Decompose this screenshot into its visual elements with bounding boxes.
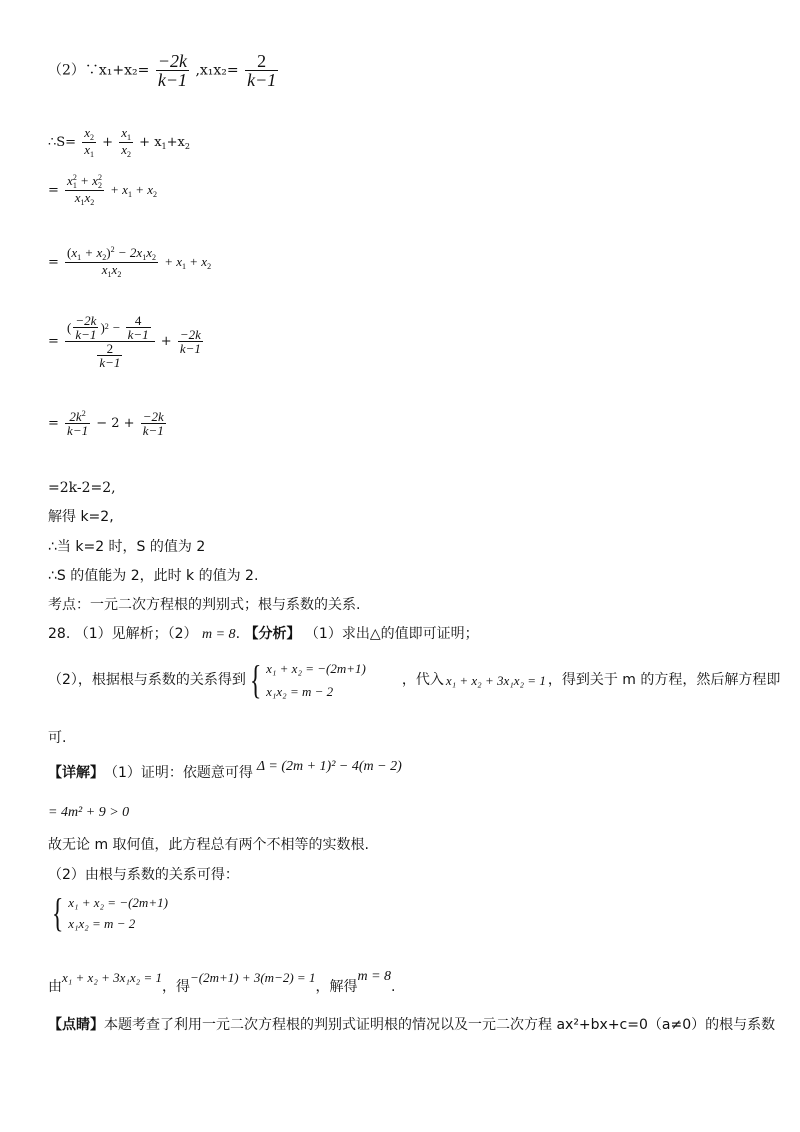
fraction-product — [245, 52, 278, 89]
step-1-eq: = — [48, 182, 59, 198]
step-3-frac-right: $\frac{-2k}{k-1}$ — [179, 327, 201, 356]
dianjing-tag: 【点睛】 — [48, 1017, 104, 1033]
final-jiede: ，解得 — [315, 979, 358, 995]
dianjing-line — [48, 1018, 775, 1032]
step-2-frac: $\frac{(x_1 + x_2)^2 - 2x_1x_2}{x_1x_2}$ — [67, 245, 157, 279]
q28-header: 28. （1）见解析；（2） m = 8. 【分析】 （1）求出△的值即可证明； — [48, 626, 479, 642]
conclusion-1: 故无论 m 取何值，此方程总有两个不相等的实数根. — [48, 837, 369, 853]
part2-header — [48, 52, 280, 89]
step-4: = $\frac{2k^2}{k-1}$ − 2 + $\frac{-2k}{k-1}$ — [48, 409, 164, 438]
q28-system-eq2: x₁x₂ = m − 2 — [266, 684, 334, 699]
final-period: . — [391, 979, 396, 995]
fraction-product-numerator: 2 — [257, 51, 267, 71]
final-eq: −(2m+1) + 3(m−2) = 1 — [189, 970, 316, 985]
q28-p2-end: 可. — [48, 730, 67, 746]
delta-expr: Δ = (2m + 1)² − 4(m − 2) — [256, 759, 402, 774]
fraction-sum — [156, 52, 189, 89]
fraction-product-denominator: k−1 — [247, 70, 277, 90]
q28-fenxi-tag: 【分析】 — [244, 626, 301, 642]
q28-system-eq1: x₁ + x₂ = −(2m+1) — [266, 661, 366, 676]
q28-condition: x₁ + x₂ + 3x₁x₂ = 1 — [445, 672, 546, 688]
line-when: ∴当 k=2 时，S 的值为 2 — [48, 539, 206, 555]
xiangjie-text: （1）证明：依题意可得 — [104, 765, 253, 781]
fraction-sum-numerator: −2k — [157, 51, 187, 71]
step-2: = $\frac{(x_1 + x_2)^2 - 2x_1x_2}{x_1x_2}$ + $x_1 + x_2$ — [48, 245, 212, 279]
delta-result: = 4m² + 9 > 0 — [48, 805, 130, 820]
final-line — [48, 970, 395, 994]
s-label: ∴S= — [48, 134, 77, 150]
step-1-frac: $\frac{x_1^2 + x_2^2}{x_1x_2}$ — [67, 173, 102, 207]
frac-x2-over-x1: $\frac{x_2}{x_1}$ — [84, 125, 95, 159]
step-3-eq: = — [48, 334, 59, 349]
frac-x1-over-x2: $\frac{x_1}{x_2}$ — [121, 125, 132, 159]
q28-p2-c: ，得到关于 m 的方程，然后解方程即 — [547, 672, 781, 688]
vieta-eq1: x₁ + x₂ = −(2m+1) — [68, 895, 168, 910]
final-cond: x₁ + x₂ + 3x₁x₂ = 1 — [62, 970, 162, 985]
line-conclusion: ∴S 的值能为 2，此时 k 的值为 2. — [48, 568, 259, 584]
xiangjie-line — [48, 760, 402, 780]
part2-vieta: （2）由根与系数的关系可得： — [48, 867, 239, 883]
fraction-sum-denominator: k−1 — [157, 70, 187, 90]
final-de: ，得 — [161, 979, 190, 995]
q28-system: { x₁ + x₂ = −(2m+1) x₁x₂ = m − 2 — [249, 657, 366, 702]
dianjing-text: 本题考查了利用一元二次方程根的判别式证明根的情况以及一元二次方程 ax²+bx+c=0（a≠0）的根与系数 — [104, 1017, 776, 1033]
step-4-frac: $\frac{2k^2}{k-1}$ — [67, 409, 89, 438]
step-2-eq: = — [48, 254, 59, 270]
part2-intro: （2）∵x₁+x₂= — [48, 62, 150, 79]
line-solve: 解得 k=2, — [48, 509, 114, 525]
line-kaodian: 考点：一元二次方程根的判别式；根与系数的关系. — [48, 597, 361, 613]
final-answer: m = 8 — [357, 969, 392, 984]
line-result: =2k-2=2, — [48, 480, 116, 496]
step-3-compound-frac: ( $\frac{-2k}{k-1}$ ) 2 − $\frac{4}{k-1}$ $\frac{2}{k-1}$ — [65, 314, 155, 369]
step-3: = ( $\frac{-2k}{k-1}$ ) 2 − $\frac{4}{k-1}$ $\frac{2}{k-1}$ + $\frac{-2k}{k-1}$ — [48, 313, 201, 370]
q28-part2 — [48, 657, 781, 702]
step-1: = $\frac{x_1^2 + x_2^2}{x_1x_2}$ + $x_1 + x_2$ — [48, 173, 158, 207]
q28-p2-b: ，代入 — [401, 672, 444, 688]
vieta-eq2: x₁x₂ = m − 2 — [68, 916, 136, 931]
step-4-eq: = — [48, 416, 59, 431]
q28-p2-a: （2），根据根与系数的关系得到 — [48, 672, 246, 688]
part2-mid: ,x₁x₂= — [195, 62, 239, 79]
q28-fenxi-text: （1）求出△的值即可证明； — [304, 626, 479, 642]
final-you: 由 — [48, 979, 62, 995]
s-definition: ∴S= $\frac{x_2}{x_1}$ + $\frac{x_1}{x_2}$ + $x_1+x_2$ — [48, 125, 191, 159]
q28-answer-2: m = 8 — [202, 627, 236, 642]
q28-answer-1: （1）见解析；（2） — [74, 626, 198, 642]
q28-number: 28. — [48, 626, 71, 642]
vieta-system: { x₁ + x₂ = −(2m+1) x₁x₂ = m − 2 — [51, 890, 168, 935]
xiangjie-tag: 【详解】 — [48, 765, 104, 781]
step-4-frac-right: $\frac{-2k}{k-1}$ — [142, 409, 164, 438]
